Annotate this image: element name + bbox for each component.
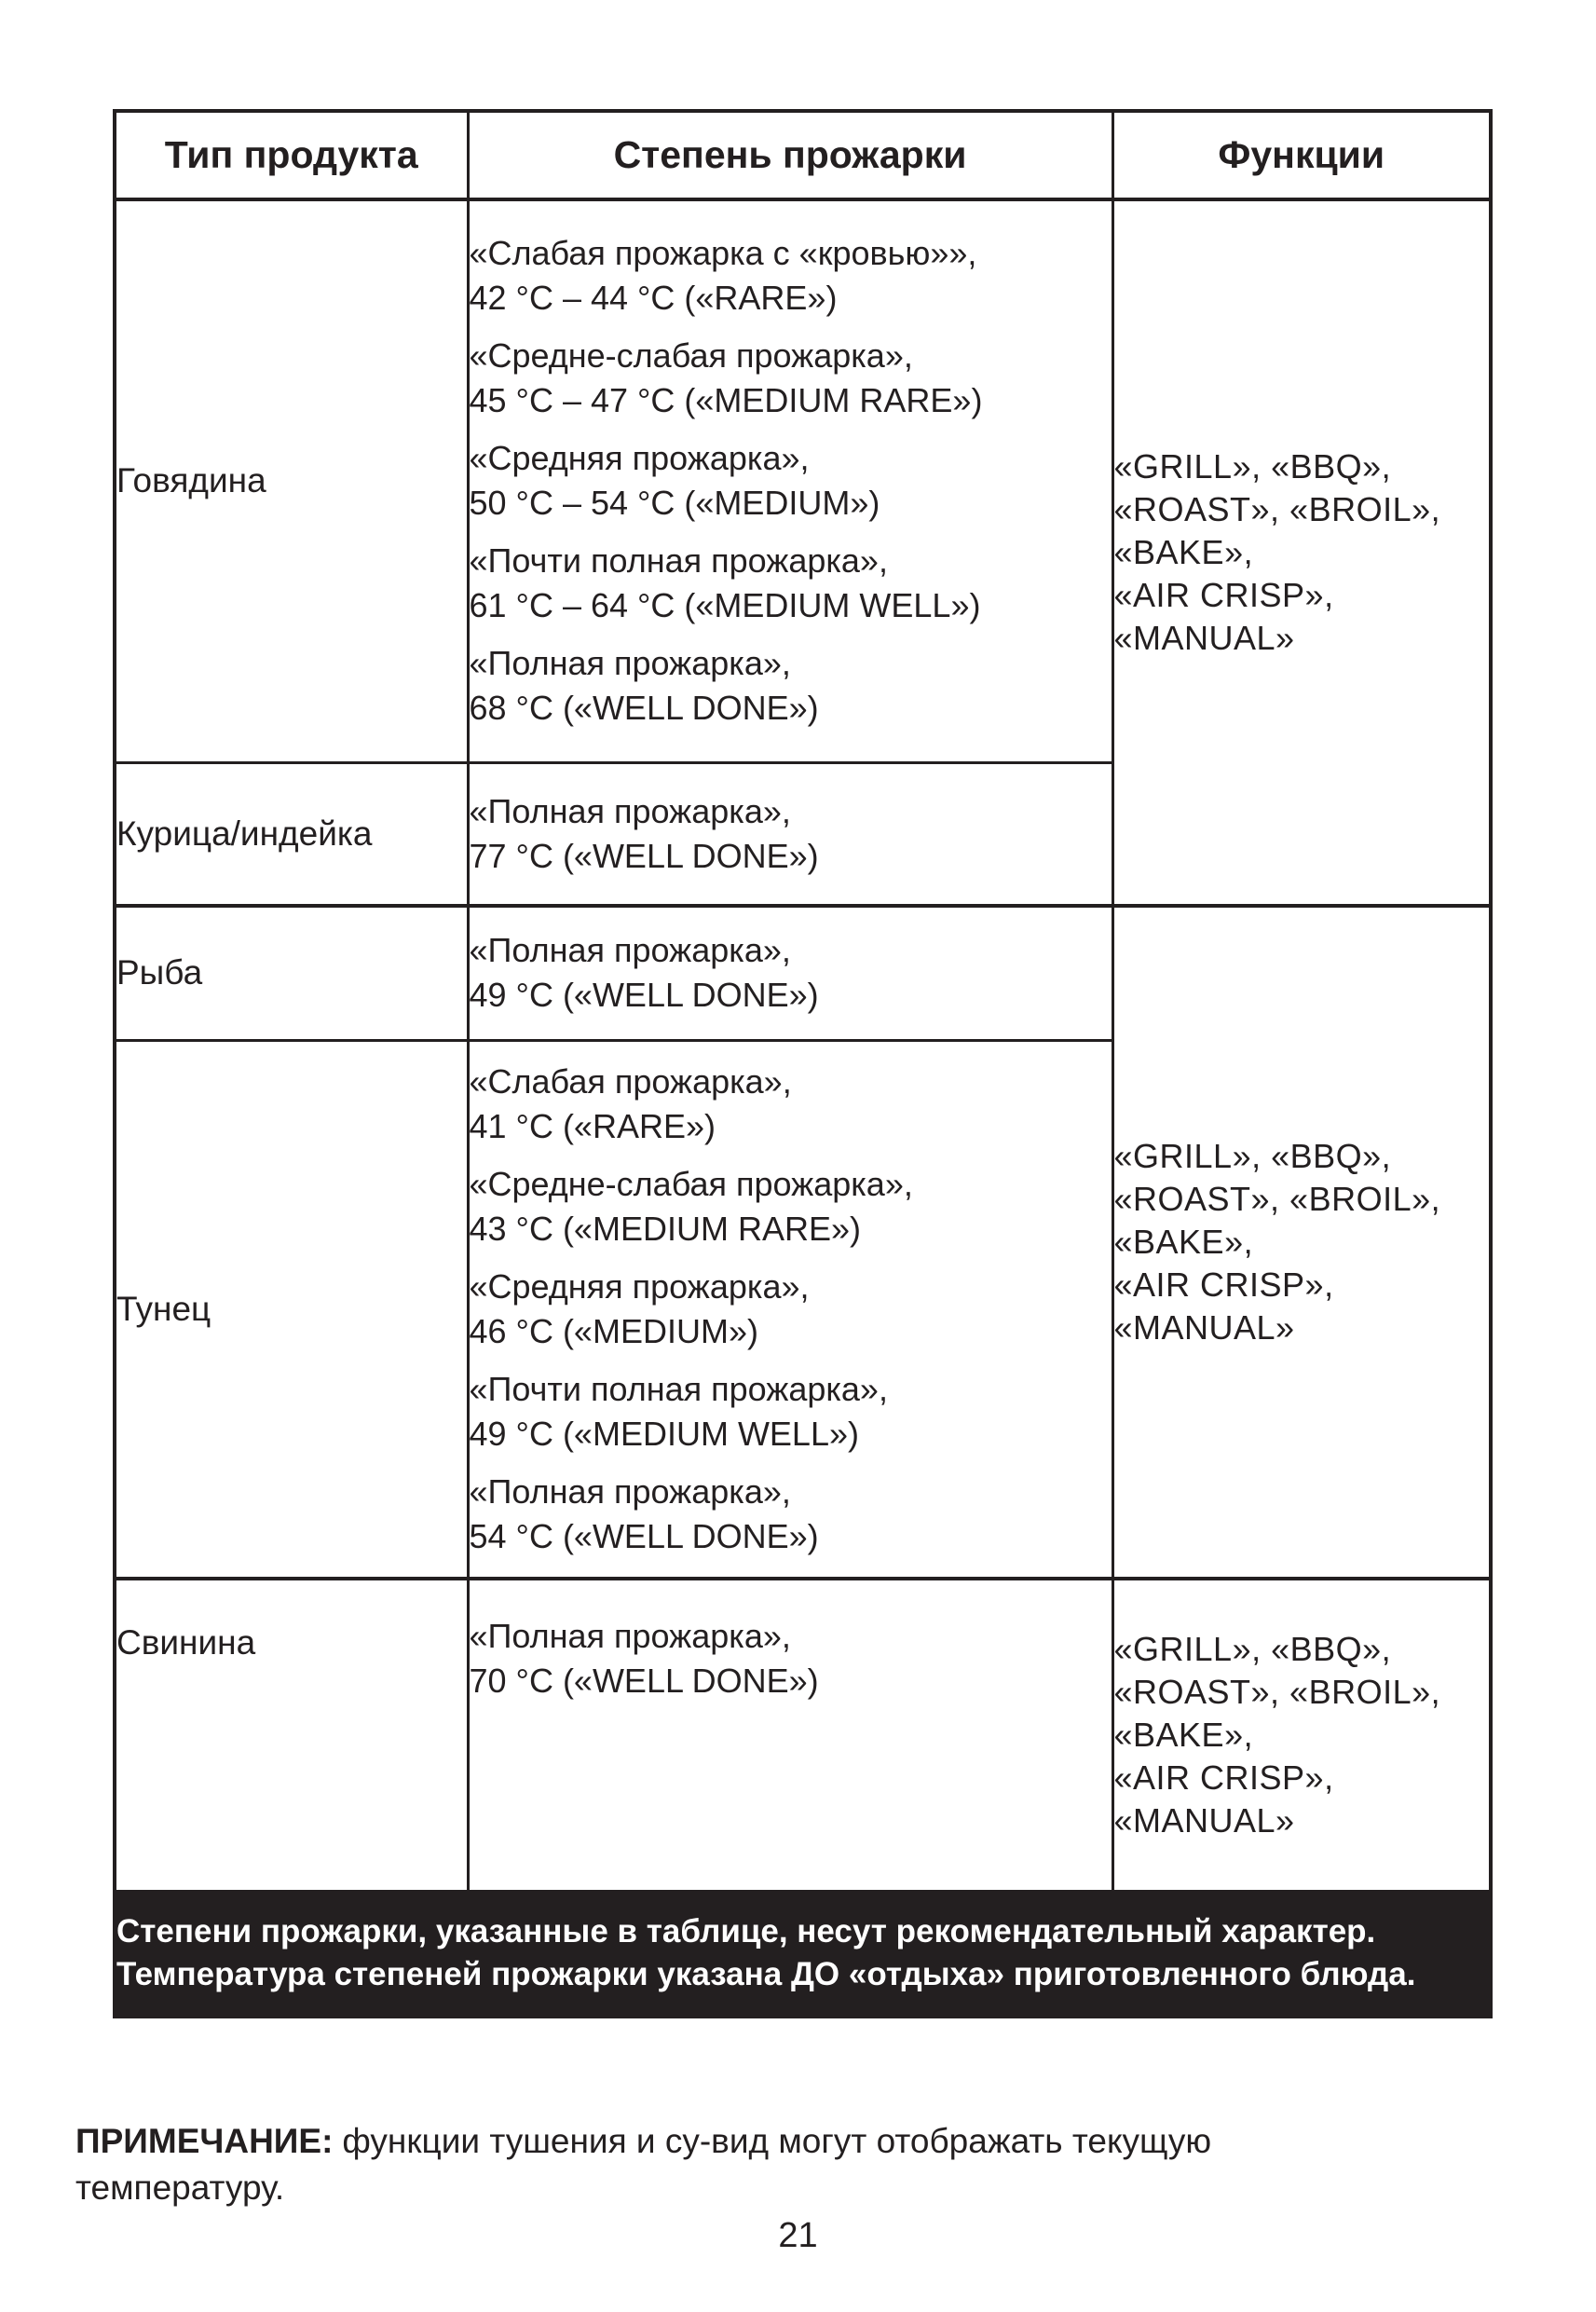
product-cell-beef: Говядина	[115, 199, 468, 762]
doneness-line: «Слабая прожарка»,	[469, 1061, 792, 1101]
doneness-line: 68 °C («WELL DONE»)	[469, 689, 819, 728]
note-text: функции тушения и су-вид могут отображать текущую температуру.	[75, 2122, 1212, 2207]
table-footer-banner	[115, 1891, 1491, 2017]
functions-line: «GRILL», «BBQ»,	[1113, 1629, 1392, 1668]
functions-line: «AIR CRISP»,	[1113, 1758, 1334, 1797]
table-footer-row	[115, 1891, 1491, 2017]
doneness-line: «Почти полная прожарка»,	[469, 541, 888, 581]
doneness-line: «Средняя прожарка»,	[469, 439, 810, 478]
doneness-line: 46 °C («MEDIUM»)	[469, 1311, 758, 1350]
doneness-cell-fish	[468, 906, 1112, 1040]
product-cell-tuna: Тунец	[115, 1040, 468, 1579]
doneness-entry	[470, 1162, 1112, 1252]
doneness-entry	[470, 1060, 1112, 1149]
functions-cell-fish-tuna	[1112, 906, 1491, 1579]
note-label: ПРИМЕЧАНИЕ:	[75, 2122, 334, 2160]
doneness-line: 77 °C («WELL DONE»)	[469, 836, 819, 875]
functions-line: «ROAST», «BROIL»,	[1113, 490, 1441, 528]
doneness-entry	[470, 436, 1112, 526]
header-functions: Функции	[1112, 111, 1491, 199]
table-row-beef	[115, 199, 1491, 762]
product-cell-fish: Рыба	[115, 906, 468, 1040]
functions-line: «GRILL», «BBQ»,	[1113, 1137, 1392, 1175]
table-row-fish	[115, 906, 1491, 1040]
doneness-entry	[470, 928, 1112, 1018]
doneness-cell-tuna	[468, 1040, 1112, 1579]
doneness-cell-pork	[468, 1579, 1112, 1891]
doneness-line: 41 °C («RARE»)	[469, 1106, 716, 1145]
doneness-entry	[470, 1614, 1112, 1703]
doneness-cell-chicken-turkey	[468, 762, 1112, 906]
doneness-entry	[470, 539, 1112, 628]
functions-line: «ROAST», «BROIL»,	[1113, 1180, 1441, 1218]
functions-cell-pork	[1112, 1579, 1491, 1891]
functions-line: «AIR CRISP»,	[1113, 1265, 1334, 1304]
doneness-entry	[470, 789, 1112, 879]
doneness-line: 43 °C («MEDIUM RARE»)	[469, 1209, 861, 1248]
doneness-line: «Почти полная прожарка»,	[469, 1369, 888, 1408]
doneness-line: «Средне-слабая прожарка»,	[469, 336, 913, 376]
footer-line: Температура степеней прожарки указана ДО «отдыха» приготовленного блюда.	[116, 1956, 1416, 1993]
doneness-line: 70 °C («WELL DONE»)	[469, 1662, 819, 1700]
doneness-entry	[470, 1367, 1112, 1457]
functions-line: «GRILL», «BBQ»,	[1113, 447, 1392, 486]
functions-line: «BAKE»,	[1113, 1715, 1254, 1754]
doneness-line: «Слабая прожарка с «кровью»»,	[469, 234, 977, 273]
header-doneness: Степень прожарки	[468, 111, 1112, 199]
functions-cell-beef-chicken	[1112, 199, 1491, 906]
doneness-line: 49 °C («WELL DONE»)	[469, 976, 819, 1015]
doneness-line: «Полная прожарка»,	[469, 791, 791, 830]
functions-line: «MANUAL»	[1113, 619, 1295, 657]
doneness-line: 54 °C («WELL DONE»)	[469, 1516, 819, 1555]
note	[75, 2118, 1398, 2211]
doneness-line: «Средне-слабая прожарка»,	[469, 1164, 913, 1203]
doneness-line: 45 °C – 47 °C («MEDIUM RARE»)	[469, 381, 983, 420]
doneness-entry	[470, 1470, 1112, 1559]
doneness-line: 49 °C («MEDIUM WELL»)	[469, 1414, 859, 1453]
product-cell-chicken-turkey: Курица/индейка	[115, 762, 468, 906]
doneness-line: «Полная прожарка»,	[469, 1617, 791, 1655]
doneness-entry	[470, 231, 1112, 321]
table-header-row	[115, 111, 1491, 199]
doneness-line: 42 °C – 44 °C («RARE»)	[469, 279, 838, 318]
page-number: 21	[778, 2216, 818, 2255]
doneness-cell-beef	[468, 199, 1112, 762]
doneness-entry	[470, 641, 1112, 731]
doneness-line: «Полная прожарка»,	[469, 644, 791, 683]
doneness-entry	[470, 1265, 1112, 1354]
doneness-line: 50 °C – 54 °C («MEDIUM»)	[469, 484, 880, 523]
doneness-entry	[470, 334, 1112, 423]
functions-line: «BAKE»,	[1113, 533, 1254, 571]
product-cell-pork: Свинина	[115, 1579, 468, 1891]
functions-line: «MANUAL»	[1113, 1800, 1295, 1840]
doneness-line: «Полная прожарка»,	[469, 1471, 791, 1511]
doneness-line: «Средняя прожарка»,	[469, 1266, 810, 1306]
functions-line: «AIR CRISP»,	[1113, 576, 1334, 614]
header-product-type: Тип продукта	[115, 111, 468, 199]
functions-line: «ROAST», «BROIL»,	[1113, 1672, 1441, 1711]
functions-line: «BAKE»,	[1113, 1223, 1254, 1261]
doneness-line: 61 °C – 64 °C («MEDIUM WELL»)	[469, 586, 981, 625]
functions-line: «MANUAL»	[1113, 1308, 1295, 1347]
footer-line: Степени прожарки, указанные в таблице, несут рекомендательный характер.	[116, 1913, 1376, 1950]
table-row-pork	[115, 1579, 1491, 1891]
doneness-table	[113, 109, 1493, 2018]
doneness-line: «Полная прожарка»,	[469, 931, 791, 970]
